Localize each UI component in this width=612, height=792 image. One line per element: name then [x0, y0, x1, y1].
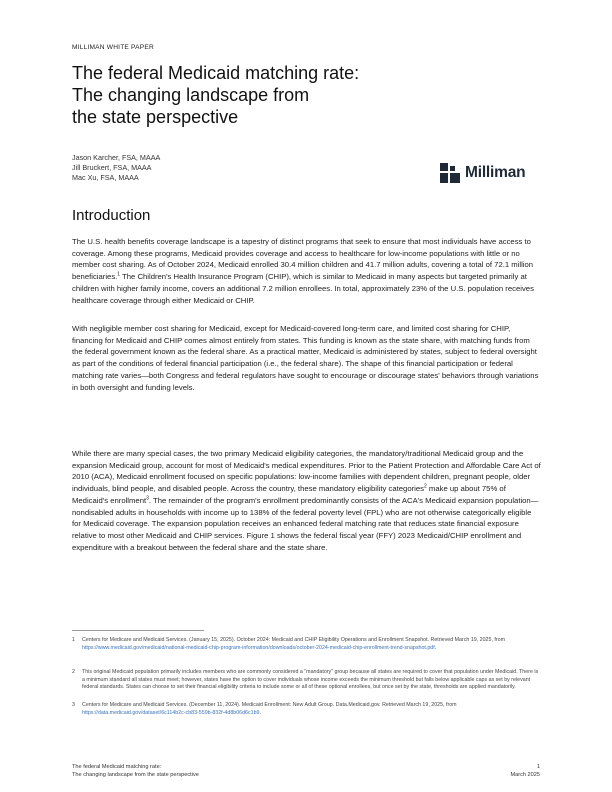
footnote-ref[interactable]: 1: [117, 271, 121, 278]
footer-title-line: The federal Medicaid matching rate:: [72, 764, 162, 770]
author-name: Mac Xu, FSA, MAAA: [72, 173, 139, 182]
footnote-tail: .: [434, 644, 437, 651]
paragraph-text: make up about 75% of Medicaid's enrollment: [72, 484, 506, 505]
paragraph-text: While there are many special cases, the two primary Medicaid eligibility categories, the mandatory/traditional Medicaid group and the expansion Medicaid group, account for most of Medicaid's medical expenditures. Prior to the Patient Protection and Affordable Care Act of 2010 (ACA), Medicaid enrollment focused on specific populations: low-income families with dependent children, pregnant people, older individuals, blind people, and disabled people. Across the country, these mandatory eligibility categories: [72, 449, 541, 494]
author-list: [72, 153, 160, 183]
paragraph-text: . The remainder of the program's enrollment predominantly consists of the ACA's Medicaid expansion population—nondisabled adults in households with income up to 138% of the federal poverty level (FPL) who are not otherwise categorically eligible for Medicaid coverage. The expansion population receives an enhanced federal matching rate that reduces state financial exposure relative to most other Medicaid and CHIP services. Figure 1 shows the federal fiscal year (FFY) 2023 Medicaid/CHIP enrollment and expenditure with a breakout between the federal share and the state share.: [72, 495, 539, 552]
footnote-link[interactable]: https://data.medicaid.gov/dataset/6c114b2c-cb83-559b-832f-4d8b06d6c1b9: [82, 709, 260, 716]
page-footer-meta: [470, 763, 540, 779]
page-footer-title: [72, 763, 199, 779]
paragraph-text: The U.S. health benefits coverage landscape is a tapestry of distinct programs that seek to ensure that most individuals have access to coverage. Among these programs, Medicaid provides coverage and access to healthcare for low-income populations with little or no member cost sharing. As of October 2024, Medicaid enrolled 30.4 million children and 41.7 million adults, covering a total of 72.1 million beneficiaries.: [72, 237, 534, 282]
author-name: Jason Karcher, FSA, MAAA: [72, 153, 161, 162]
paragraph-text: The Children's Health Insurance Program (CHIP), which is similar to Medicaid in many aspects but targeted primarily at children with higher family income, covers an additional 7.2 million enrollees. In total, approximately 23% of the U.S. population receives healthcare coverage through either Medicaid or CHIP.: [72, 272, 534, 305]
milliman-logo-text: Milliman: [465, 164, 526, 181]
footnote-text: Centers for Medicare and Medicaid Services. (December 11, 2024). Medicaid Enrollment: New Adult Group. Data.Medicaid.gov. Retrieved March 19, 2025, from: [82, 702, 457, 708]
publication-date: March 2025: [510, 772, 540, 778]
author-name: Jill Bruckert, FSA, MAAA: [72, 163, 152, 172]
footnote-tail: .: [259, 709, 261, 716]
footnote-link[interactable]: https://www.medicaid.gov/medicaid/national-medicaid-chip-program-information/downloads/october-2024-medicaid-chip-enrollment-trend-snapshot.pdf: [82, 644, 435, 651]
title-line-3: the state perspective: [72, 107, 239, 127]
footnote-number: 1: [72, 637, 75, 643]
body-paragraph: [72, 236, 542, 306]
footnote-ref[interactable]: 3: [146, 495, 149, 502]
footnote-number: 3: [72, 702, 75, 708]
footer-title-line: The changing landscape from the state perspective: [72, 772, 199, 778]
footnote: [72, 637, 542, 667]
body-paragraph: [72, 448, 542, 553]
footnote: [72, 669, 542, 699]
footnote-divider: [72, 630, 204, 631]
milliman-logo-icon: [440, 163, 460, 183]
section-heading: Introduction: [72, 207, 151, 224]
footnote-text: Centers for Medicare and Medicaid Services. (January 15, 2025). October 2024: Medicaid and CHIP Eligibility Operations and Enrollment Snapshot. Retrieved March 19, 2025, from: [82, 637, 505, 643]
body-paragraph: With negligible member cost sharing for Medicaid, except for Medicaid-covered long-term care, and limited cost sharing for CHIP, financing for Medicaid and CHIP comes almost entirely from states. This funding is known as the state share, with matching funds from the federal government known as the federal share. As a practical matter, Medicaid is administered by states, subject to federal oversight as part of the conditions of federal financial participation (i.e., the federal share). The shape of this financial participation or federal matching rate varies—both Congress and federal regulators have sought to encourage or discourage states' behaviors through variations in both oversight and funding levels.: [72, 324, 539, 392]
footnote-text: This original Medicaid population primarily includes members who are commonly considered a "mandatory" group because all states are required to cover that population under Medicaid. There is a minimum standard all states must meet; however, states have the option to cover individuals whose income exceeds the minimum threshold but falls below applicable caps as set by relevant federal standards. States can choose to set their financial eligibility criteria to include some or all of these optional enrollees, but once set by the state, thresholds are applied mandatorily.: [82, 669, 539, 691]
document-kicker: MILLIMAN WHITE PAPER: [72, 44, 154, 51]
title-line-1: The federal Medicaid matching rate:: [72, 63, 360, 83]
milliman-logo: [440, 163, 544, 185]
title-line-2: The changing landscape from: [72, 85, 310, 105]
page-number: 1: [536, 764, 540, 770]
document-title: [72, 62, 432, 128]
footnote-ref[interactable]: 2: [424, 483, 427, 490]
footnote: [72, 702, 542, 718]
footnote-number: 2: [72, 669, 75, 675]
